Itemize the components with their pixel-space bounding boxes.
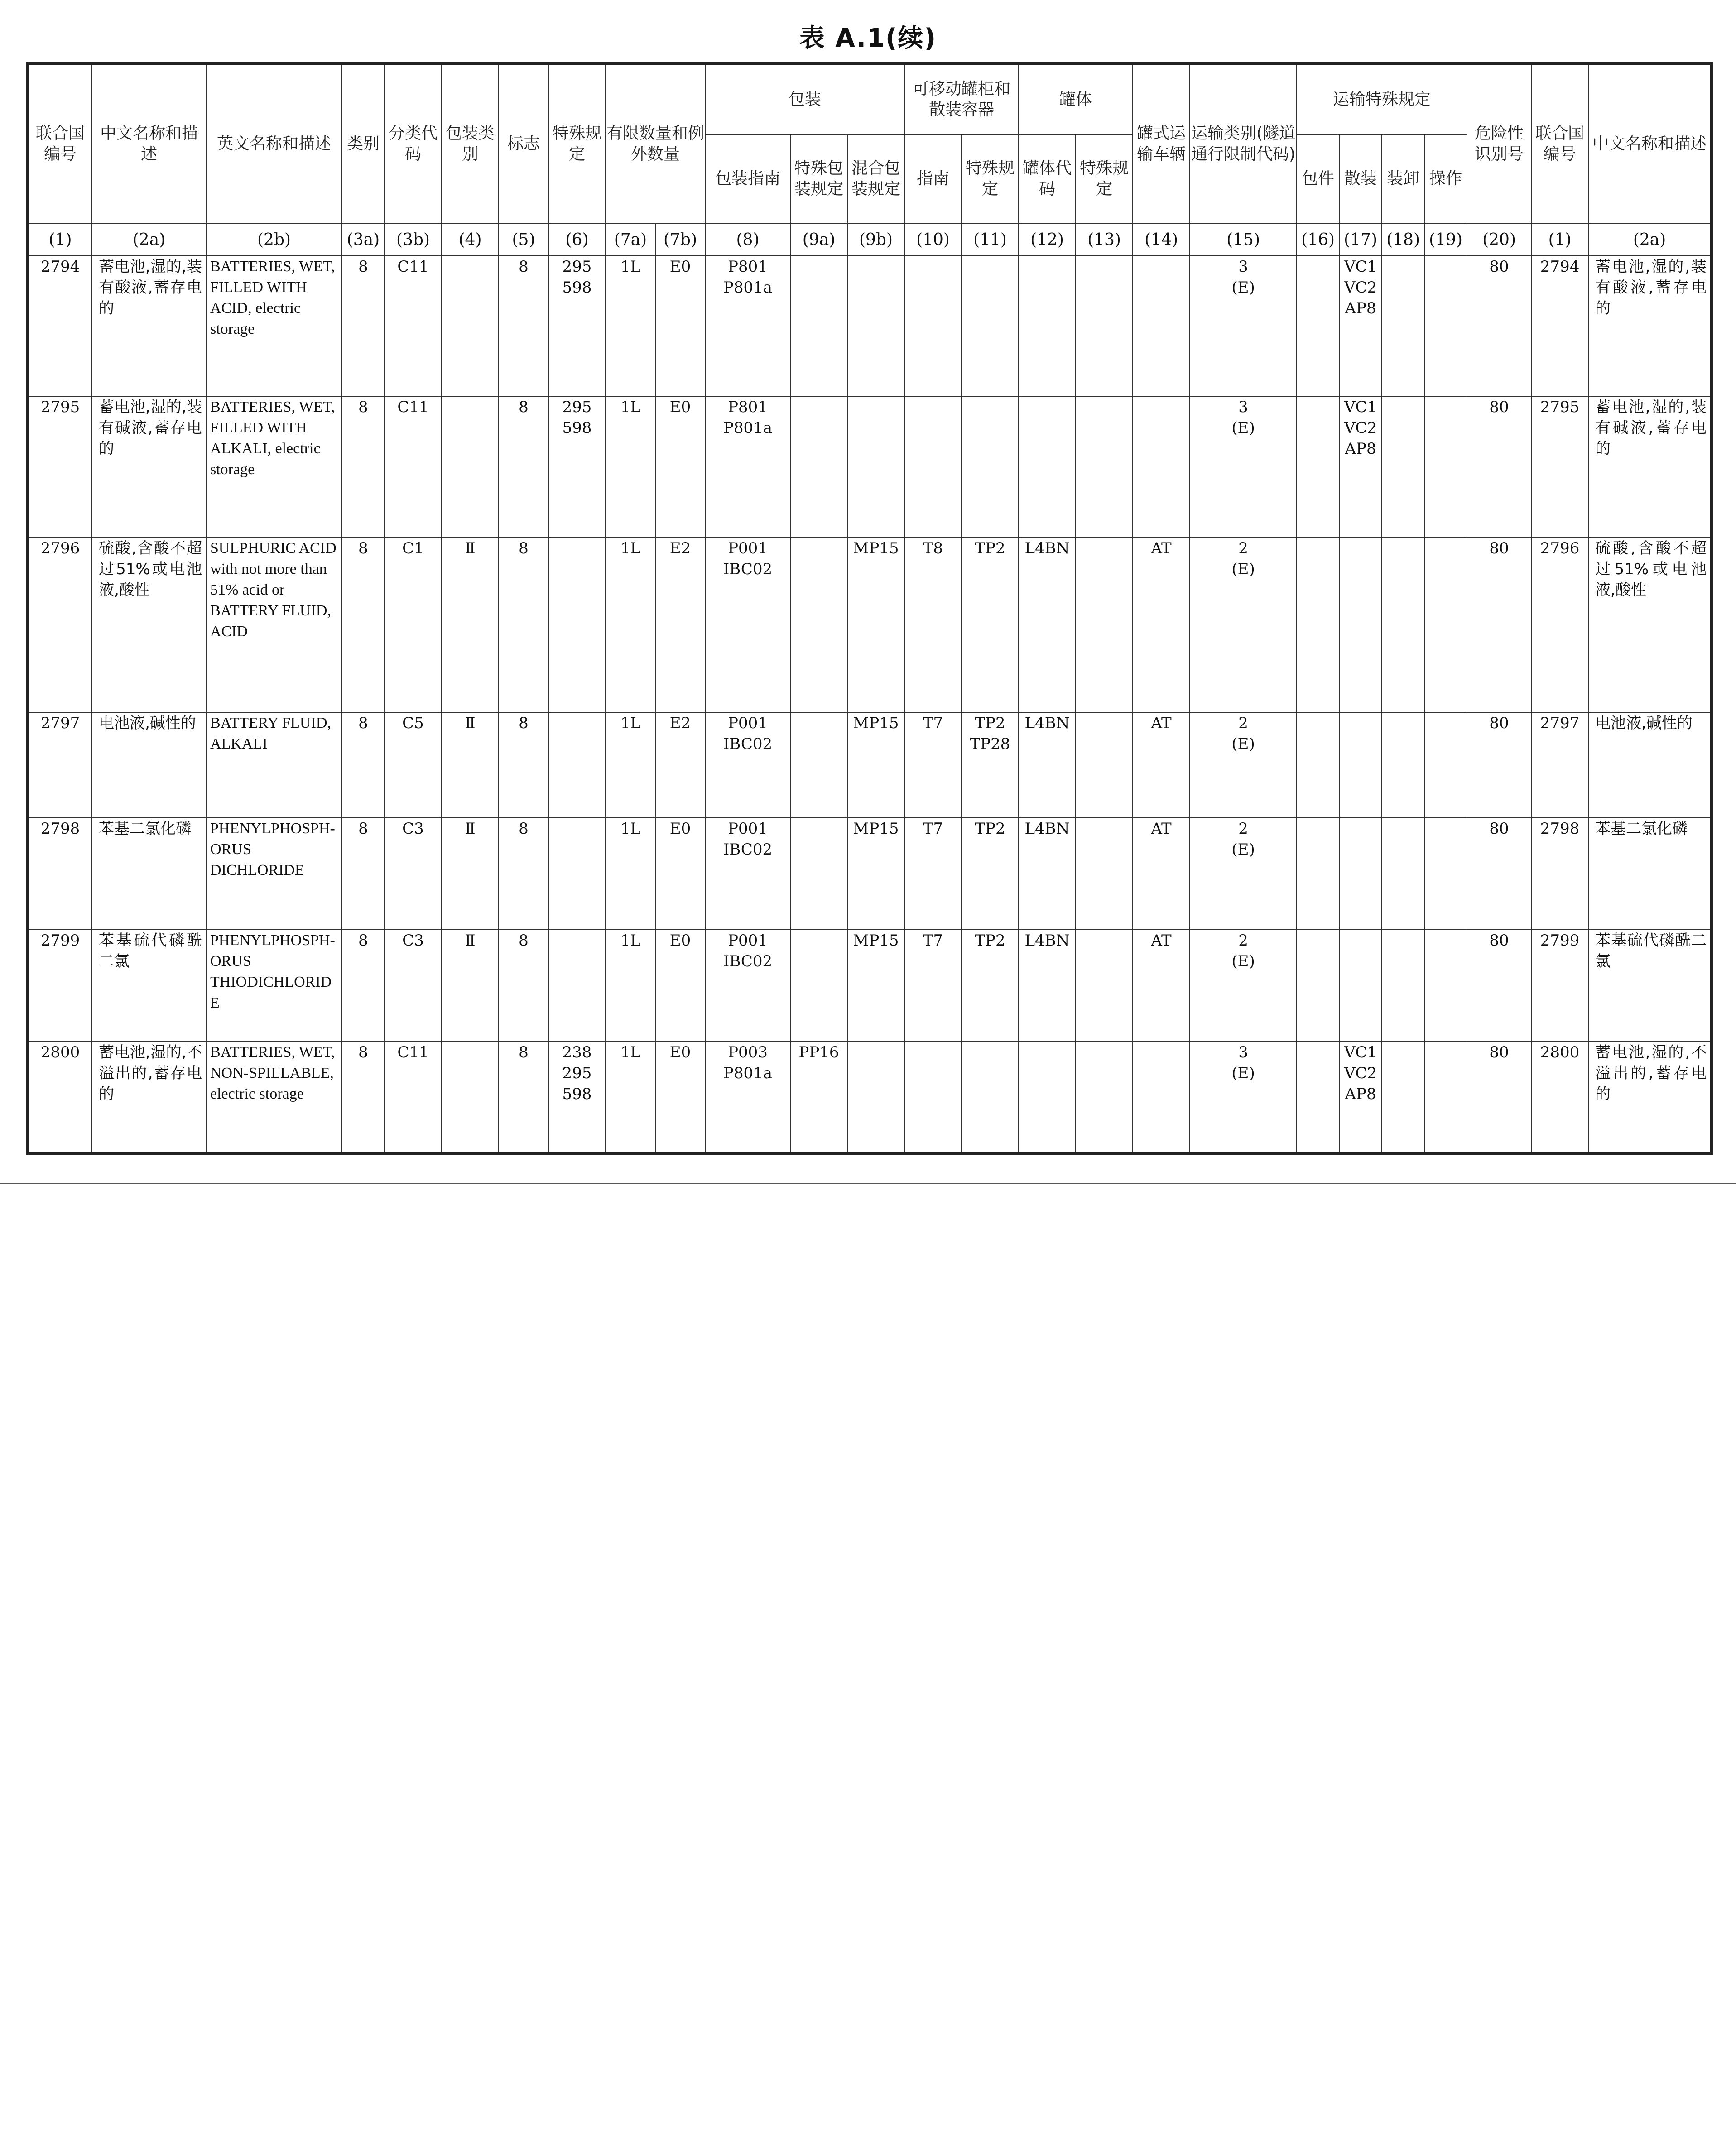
cell-mixed-packing xyxy=(847,396,904,538)
cell-name-en: SULPHURIC ACID with not more than 51% acid or BATTERY FLUID, ACID xyxy=(206,538,342,713)
cell-special-provisions: 238 295 598 xyxy=(548,1042,606,1153)
cell-bulk-provision: VC1 VC2 AP8 xyxy=(1339,256,1382,396)
cell-tank-special xyxy=(1076,538,1133,713)
cell-name-zh: 蓄电池,湿的,不溢出的,蓄存电的 xyxy=(92,1042,206,1153)
cell-tank-special xyxy=(1076,396,1133,538)
cell-hazard-id: 80 xyxy=(1467,256,1531,396)
cell-un-no: 2794 xyxy=(28,256,92,396)
cell-name-zh: 苯基硫代磷酰二氯 xyxy=(92,930,206,1042)
cell-label: 8 xyxy=(499,818,548,930)
cell-limited-quantity: 1L xyxy=(606,712,655,818)
cell-loading-provision xyxy=(1382,712,1424,818)
header-label: 标志 xyxy=(499,64,548,223)
cell-excepted-quantity: E0 xyxy=(655,256,705,396)
cell-hazard-id: 80 xyxy=(1467,1042,1531,1153)
header-name-zh-right: 中文名称和描述 xyxy=(1588,64,1712,223)
cell-tank-vehicle xyxy=(1133,396,1190,538)
cell-bulk-provision: VC1 VC2 AP8 xyxy=(1339,1042,1382,1153)
cell-name-en: BATTERIES, WET, FILLED WITH ALKALI, electric storage xyxy=(206,396,342,538)
header-portable-tank: 可移动罐柜和散装容器 xyxy=(904,64,1019,134)
cell-class-code: C3 xyxy=(385,930,442,1042)
cell-tank-vehicle: AT xyxy=(1133,712,1190,818)
cell-name-zh: 硫酸,含酸不超过51%或电池液,酸性 xyxy=(92,538,206,713)
column-number: (2a) xyxy=(1588,223,1712,256)
cell-tank-vehicle xyxy=(1133,256,1190,396)
cell-tank-code: L4BN xyxy=(1019,930,1076,1042)
cell-tank-vehicle xyxy=(1133,1042,1190,1153)
header-transport-special: 运输特殊规定 xyxy=(1297,64,1467,134)
cell-un-no: 2798 xyxy=(28,818,92,930)
header-packing-group: 包装类别 xyxy=(442,64,499,223)
header-un-no-right: 联合国编号 xyxy=(1531,64,1588,223)
cell-portable-tank-special: TP2 TP28 xyxy=(962,712,1019,818)
cell-package-provision xyxy=(1297,396,1339,538)
cell-un-no-right: 2800 xyxy=(1531,1042,1588,1153)
cell-excepted-quantity: E2 xyxy=(655,538,705,713)
header-loading: 装卸 xyxy=(1382,134,1424,223)
cell-un-no: 2800 xyxy=(28,1042,92,1153)
header-bulk: 散装 xyxy=(1339,134,1382,223)
cell-name-en: PHENYLPHOSPH-ORUS THIODICHLORIDE xyxy=(206,930,342,1042)
cell-name-en: BATTERIES, WET, NON-SPILLABLE, electric storage xyxy=(206,1042,342,1153)
cell-name-zh: 苯基二氯化磷 xyxy=(92,818,206,930)
cell-packing-instruction: P003 P801a xyxy=(705,1042,790,1153)
cell-mixed-packing: MP15 xyxy=(847,818,904,930)
cell-name-zh-right: 蓄电池,湿的,不溢出的,蓄存电的 xyxy=(1588,1042,1712,1153)
column-number: (11) xyxy=(962,223,1019,256)
column-number: (7b) xyxy=(655,223,705,256)
header-class-code: 分类代码 xyxy=(385,64,442,223)
cell-transport-category: 3 (E) xyxy=(1190,396,1297,538)
column-number: (16) xyxy=(1297,223,1339,256)
column-number: (9a) xyxy=(790,223,847,256)
header-class: 类别 xyxy=(342,64,385,223)
cell-transport-category: 2 (E) xyxy=(1190,930,1297,1042)
cell-packing-group: Ⅱ xyxy=(442,712,499,818)
cell-tank-code xyxy=(1019,256,1076,396)
cell-name-zh-right: 蓄电池,湿的,装有碱液,蓄存电的 xyxy=(1588,396,1712,538)
cell-bulk-provision: VC1 VC2 AP8 xyxy=(1339,396,1382,538)
cell-un-no: 2797 xyxy=(28,712,92,818)
header-package: 包件 xyxy=(1297,134,1339,223)
header-tank-special2: 特殊规定 xyxy=(1076,134,1133,223)
cell-hazard-id: 80 xyxy=(1467,930,1531,1042)
header-tank: 罐体 xyxy=(1019,64,1133,134)
cell-package-provision xyxy=(1297,256,1339,396)
cell-portable-tank-instruction: T7 xyxy=(904,930,962,1042)
cell-label: 8 xyxy=(499,538,548,713)
cell-operation-provision xyxy=(1424,256,1467,396)
cell-label: 8 xyxy=(499,930,548,1042)
header-transport-category: 运输类别(隧道通行限制代码) xyxy=(1190,64,1297,223)
cell-package-provision xyxy=(1297,1042,1339,1153)
cell-name-zh: 电池液,碱性的 xyxy=(92,712,206,818)
cell-name-zh: 蓄电池,湿的,装有碱液,蓄存电的 xyxy=(92,396,206,538)
column-number: (12) xyxy=(1019,223,1076,256)
cell-mixed-packing: MP15 xyxy=(847,930,904,1042)
table-row xyxy=(28,538,1712,713)
cell-operation-provision xyxy=(1424,930,1467,1042)
header-mixed-pack: 混合包装规定 xyxy=(847,134,904,223)
column-number: (15) xyxy=(1190,223,1297,256)
column-number: (4) xyxy=(442,223,499,256)
cell-bulk-provision xyxy=(1339,930,1382,1042)
cell-mixed-packing: MP15 xyxy=(847,712,904,818)
header-special-provisions: 特殊规定 xyxy=(548,64,606,223)
cell-special-provisions: 295 598 xyxy=(548,396,606,538)
cell-loading-provision xyxy=(1382,396,1424,538)
cell-portable-tank-special: TP2 xyxy=(962,538,1019,713)
cell-portable-tank-instruction xyxy=(904,396,962,538)
cell-limited-quantity: 1L xyxy=(606,396,655,538)
cell-tank-code: L4BN xyxy=(1019,712,1076,818)
cell-portable-tank-special: TP2 xyxy=(962,818,1019,930)
header-tank-vehicle: 罐式运输车辆 xyxy=(1133,64,1190,223)
header-pack-special: 特殊包装规定 xyxy=(790,134,847,223)
column-number: (3b) xyxy=(385,223,442,256)
table-row xyxy=(28,818,1712,930)
cell-name-zh-right: 苯基二氯化磷 xyxy=(1588,818,1712,930)
column-number: (9b) xyxy=(847,223,904,256)
header-pack-instr: 包装指南 xyxy=(705,134,790,223)
cell-special-packing xyxy=(790,396,847,538)
header-tank-code: 罐体代码 xyxy=(1019,134,1076,223)
cell-packing-instruction: P001 IBC02 xyxy=(705,712,790,818)
cell-un-no-right: 2795 xyxy=(1531,396,1588,538)
table-row xyxy=(28,256,1712,396)
cell-mixed-packing: MP15 xyxy=(847,538,904,713)
cell-packing-instruction: P001 IBC02 xyxy=(705,538,790,713)
cell-hazard-id: 80 xyxy=(1467,818,1531,930)
cell-un-no-right: 2796 xyxy=(1531,538,1588,713)
cell-packing-instruction: P001 IBC02 xyxy=(705,930,790,1042)
cell-class: 8 xyxy=(342,256,385,396)
cell-package-provision xyxy=(1297,930,1339,1042)
cell-un-no-right: 2798 xyxy=(1531,818,1588,930)
cell-tank-special xyxy=(1076,818,1133,930)
cell-operation-provision xyxy=(1424,538,1467,713)
column-number: (1) xyxy=(28,223,92,256)
cell-limited-quantity: 1L xyxy=(606,1042,655,1153)
column-number: (10) xyxy=(904,223,962,256)
header-packaging: 包装 xyxy=(705,64,904,134)
cell-limited-quantity: 1L xyxy=(606,538,655,713)
cell-package-provision xyxy=(1297,712,1339,818)
header-un-no: 联合国编号 xyxy=(28,64,92,223)
cell-excepted-quantity: E0 xyxy=(655,1042,705,1153)
cell-class: 8 xyxy=(342,818,385,930)
cell-bulk-provision xyxy=(1339,818,1382,930)
cell-tank-code: L4BN xyxy=(1019,818,1076,930)
cell-label: 8 xyxy=(499,256,548,396)
cell-mixed-packing xyxy=(847,1042,904,1153)
column-number: (2a) xyxy=(92,223,206,256)
header-name-en: 英文名称和描述 xyxy=(206,64,342,223)
cell-excepted-quantity: E0 xyxy=(655,818,705,930)
cell-portable-tank-special xyxy=(962,396,1019,538)
cell-class-code: C11 xyxy=(385,256,442,396)
cell-tank-code xyxy=(1019,396,1076,538)
cell-portable-tank-instruction xyxy=(904,1042,962,1153)
cell-limited-quantity: 1L xyxy=(606,818,655,930)
cell-label: 8 xyxy=(499,1042,548,1153)
cell-special-provisions xyxy=(548,818,606,930)
cell-un-no: 2799 xyxy=(28,930,92,1042)
cell-portable-tank-instruction xyxy=(904,256,962,396)
cell-loading-provision xyxy=(1382,818,1424,930)
header-limited-excepted: 有限数量和例外数量 xyxy=(606,64,705,223)
table-row xyxy=(28,930,1712,1042)
column-number: (2b) xyxy=(206,223,342,256)
cell-hazard-id: 80 xyxy=(1467,538,1531,713)
cell-name-zh-right: 硫酸,含酸不超过51%或电池液,酸性 xyxy=(1588,538,1712,713)
table-row xyxy=(28,396,1712,538)
cell-tank-code xyxy=(1019,1042,1076,1153)
cell-portable-tank-special: TP2 xyxy=(962,930,1019,1042)
cell-name-en: BATTERIES, WET, FILLED WITH ACID, electric storage xyxy=(206,256,342,396)
cell-loading-provision xyxy=(1382,930,1424,1042)
cell-tank-code: L4BN xyxy=(1019,538,1076,713)
cell-mixed-packing xyxy=(847,256,904,396)
cell-excepted-quantity: E0 xyxy=(655,930,705,1042)
column-number: (14) xyxy=(1133,223,1190,256)
cell-bulk-provision xyxy=(1339,712,1382,818)
column-number: (20) xyxy=(1467,223,1531,256)
column-number: (17) xyxy=(1339,223,1382,256)
dangerous-goods-table xyxy=(26,62,1713,1155)
cell-operation-provision xyxy=(1424,712,1467,818)
cell-un-no: 2795 xyxy=(28,396,92,538)
cell-special-provisions xyxy=(548,930,606,1042)
cell-label: 8 xyxy=(499,396,548,538)
cell-special-provisions: 295 598 xyxy=(548,256,606,396)
cell-special-provisions xyxy=(548,712,606,818)
cell-limited-quantity: 1L xyxy=(606,930,655,1042)
cell-packing-instruction: P801 P801a xyxy=(705,256,790,396)
cell-packing-group xyxy=(442,1042,499,1153)
header-tank-special: 特殊规定 xyxy=(962,134,1019,223)
column-number: (19) xyxy=(1424,223,1467,256)
cell-class-code: C5 xyxy=(385,712,442,818)
cell-excepted-quantity: E0 xyxy=(655,396,705,538)
cell-name-en: PHENYLPHOSPH-ORUS DICHLORIDE xyxy=(206,818,342,930)
cell-tank-special xyxy=(1076,1042,1133,1153)
cell-limited-quantity: 1L xyxy=(606,256,655,396)
cell-tank-special xyxy=(1076,712,1133,818)
cell-class: 8 xyxy=(342,712,385,818)
cell-class-code: C3 xyxy=(385,818,442,930)
cell-class-code: C11 xyxy=(385,396,442,538)
header-name-zh: 中文名称和描述 xyxy=(92,64,206,223)
cell-un-no-right: 2797 xyxy=(1531,712,1588,818)
cell-special-packing xyxy=(790,818,847,930)
column-number: (5) xyxy=(499,223,548,256)
header-operation: 操作 xyxy=(1424,134,1467,223)
column-number: (6) xyxy=(548,223,606,256)
cell-packing-instruction: P801 P801a xyxy=(705,396,790,538)
cell-tank-vehicle: AT xyxy=(1133,538,1190,713)
cell-tank-special xyxy=(1076,930,1133,1042)
cell-loading-provision xyxy=(1382,256,1424,396)
page-bottom-rule xyxy=(0,1183,1736,1184)
cell-packing-instruction: P001 IBC02 xyxy=(705,818,790,930)
cell-name-zh-right: 苯基硫代磷酰二氯 xyxy=(1588,930,1712,1042)
cell-special-packing xyxy=(790,712,847,818)
cell-class: 8 xyxy=(342,396,385,538)
cell-operation-provision xyxy=(1424,818,1467,930)
cell-un-no: 2796 xyxy=(28,538,92,713)
header-tank-instr: 指南 xyxy=(904,134,962,223)
cell-tank-vehicle: AT xyxy=(1133,818,1190,930)
column-number: (13) xyxy=(1076,223,1133,256)
cell-special-packing xyxy=(790,930,847,1042)
cell-hazard-id: 80 xyxy=(1467,712,1531,818)
cell-packing-group: Ⅱ xyxy=(442,818,499,930)
cell-operation-provision xyxy=(1424,1042,1467,1153)
cell-loading-provision xyxy=(1382,1042,1424,1153)
cell-class: 8 xyxy=(342,538,385,713)
column-number: (7a) xyxy=(606,223,655,256)
column-number: (3a) xyxy=(342,223,385,256)
cell-loading-provision xyxy=(1382,538,1424,713)
cell-class: 8 xyxy=(342,930,385,1042)
cell-operation-provision xyxy=(1424,396,1467,538)
cell-name-en: BATTERY FLUID, ALKALI xyxy=(206,712,342,818)
cell-label: 8 xyxy=(499,712,548,818)
cell-bulk-provision xyxy=(1339,538,1382,713)
cell-hazard-id: 80 xyxy=(1467,396,1531,538)
cell-portable-tank-instruction: T7 xyxy=(904,818,962,930)
cell-transport-category: 2 (E) xyxy=(1190,538,1297,713)
cell-packing-group: Ⅱ xyxy=(442,930,499,1042)
table-row xyxy=(28,712,1712,818)
table-row xyxy=(28,1042,1712,1153)
cell-portable-tank-instruction: T7 xyxy=(904,712,962,818)
cell-tank-vehicle: AT xyxy=(1133,930,1190,1042)
cell-special-packing xyxy=(790,538,847,713)
cell-portable-tank-special xyxy=(962,1042,1019,1153)
cell-un-no-right: 2799 xyxy=(1531,930,1588,1042)
cell-un-no-right: 2794 xyxy=(1531,256,1588,396)
column-number: (8) xyxy=(705,223,790,256)
cell-package-provision xyxy=(1297,818,1339,930)
cell-special-provisions xyxy=(548,538,606,713)
cell-tank-special xyxy=(1076,256,1133,396)
cell-transport-category: 3 (E) xyxy=(1190,1042,1297,1153)
table-body xyxy=(28,256,1712,1153)
header-hazard-id: 危险性识别号 xyxy=(1467,64,1531,223)
cell-transport-category: 3 (E) xyxy=(1190,256,1297,396)
cell-name-zh-right: 蓄电池,湿的,装有酸液,蓄存电的 xyxy=(1588,256,1712,396)
cell-packing-group xyxy=(442,396,499,538)
cell-packing-group: Ⅱ xyxy=(442,538,499,713)
column-number: (18) xyxy=(1382,223,1424,256)
cell-name-zh-right: 电池液,碱性的 xyxy=(1588,712,1712,818)
cell-portable-tank-instruction: T8 xyxy=(904,538,962,713)
page-title: 表 A.1(续) xyxy=(799,24,937,53)
cell-portable-tank-special xyxy=(962,256,1019,396)
cell-transport-category: 2 (E) xyxy=(1190,712,1297,818)
cell-package-provision xyxy=(1297,538,1339,713)
column-number: (1) xyxy=(1531,223,1588,256)
cell-packing-group xyxy=(442,256,499,396)
cell-special-packing: PP16 xyxy=(790,1042,847,1153)
cell-name-zh: 蓄电池,湿的,装有酸液,蓄存电的 xyxy=(92,256,206,396)
cell-excepted-quantity: E2 xyxy=(655,712,705,818)
cell-special-packing xyxy=(790,256,847,396)
column-number-row xyxy=(28,223,1712,256)
cell-transport-category: 2 (E) xyxy=(1190,818,1297,930)
cell-class: 8 xyxy=(342,1042,385,1153)
cell-class-code: C1 xyxy=(385,538,442,713)
cell-class-code: C11 xyxy=(385,1042,442,1153)
